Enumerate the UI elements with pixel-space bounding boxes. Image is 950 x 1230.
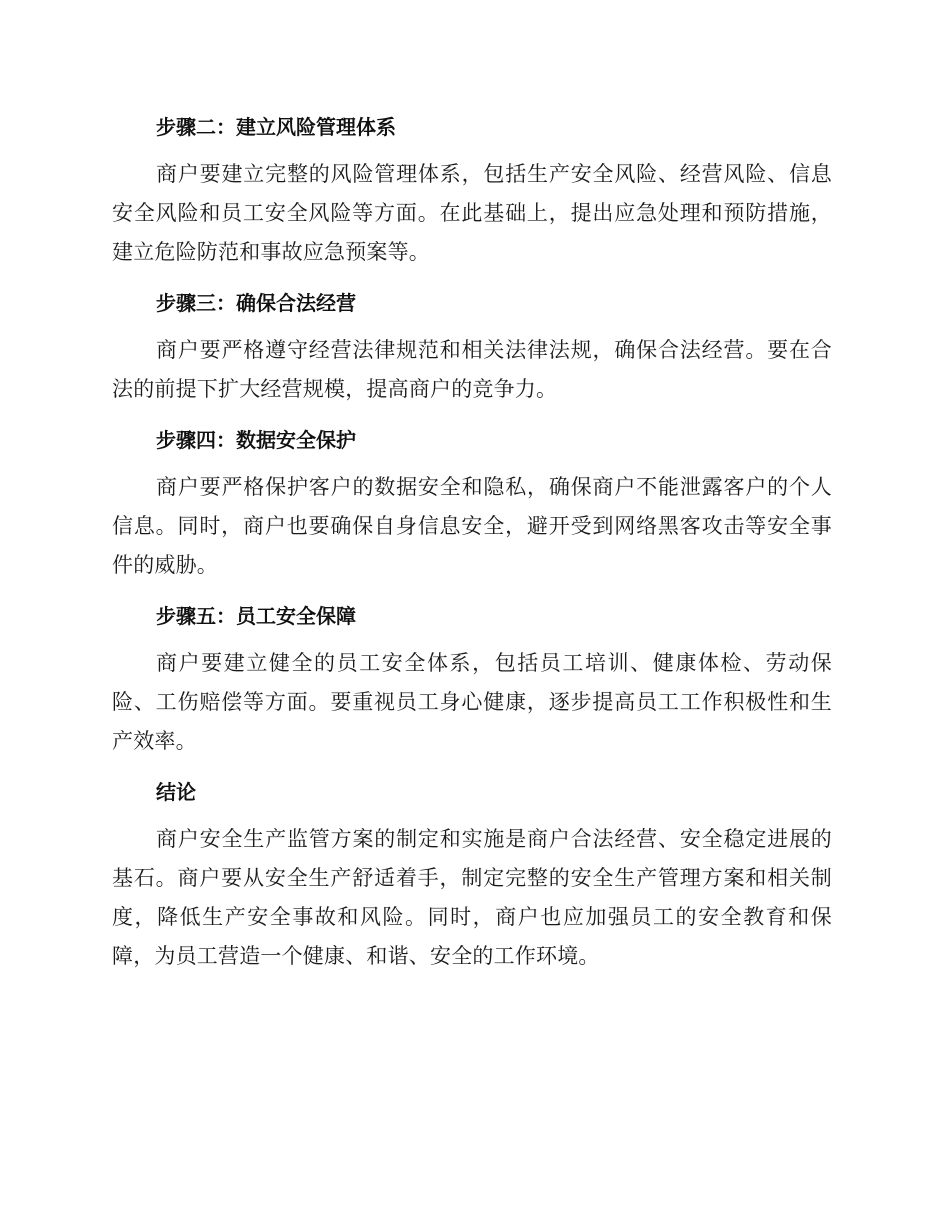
section-paragraph-step-4: 商户要严格保护客户的数据安全和隐私，确保商户不能泄露客户的个人信息。同时，商户也要确保自身信息安全，避开受到网络黑客攻击等安全事件的威胁。: [112, 475, 832, 577]
section-heading-step-2: 步骤二：建立风险管理体系: [156, 115, 396, 139]
section-paragraph-step-2: 商户要建立完整的风险管理体系，包括生产安全风险、经营风险、信息安全风险和员工安全风险等方面。在此基础上，提出应急处理和预防措施，建立危险防范和事故应急预案等。: [112, 162, 832, 264]
section-heading-step-5: 步骤五：员工安全保障: [156, 604, 356, 628]
section-heading-step-4: 步骤四：数据安全保护: [156, 428, 356, 452]
section-heading-conclusion: 结论: [156, 780, 196, 804]
section-heading-step-3: 步骤三：确保合法经营: [156, 291, 356, 315]
section-paragraph-step-3: 商户要严格遵守经营法律规范和相关法律法规，确保合法经营。要在合法的前提下扩大经营规模，提高商户的竞争力。: [112, 338, 832, 401]
section-paragraph-step-5: 商户要建立健全的员工安全体系，包括员工培训、健康体检、劳动保险、工伤赔偿等方面。要重视员工身心健康，逐步提高员工工作积极性和生产效率。: [112, 651, 832, 753]
section-paragraph-conclusion: 商户安全生产监管方案的制定和实施是商户合法经营、安全稳定进展的基石。商户要从安全生产舒适着手，制定完整的安全生产管理方案和相关制度，降低生产安全事故和风险。同时，商户也应加强员工的安全教育和保障，为员工营造一个健康、和谐、安全的工作环境。: [112, 827, 832, 968]
document-body: [112, 108, 832, 988]
